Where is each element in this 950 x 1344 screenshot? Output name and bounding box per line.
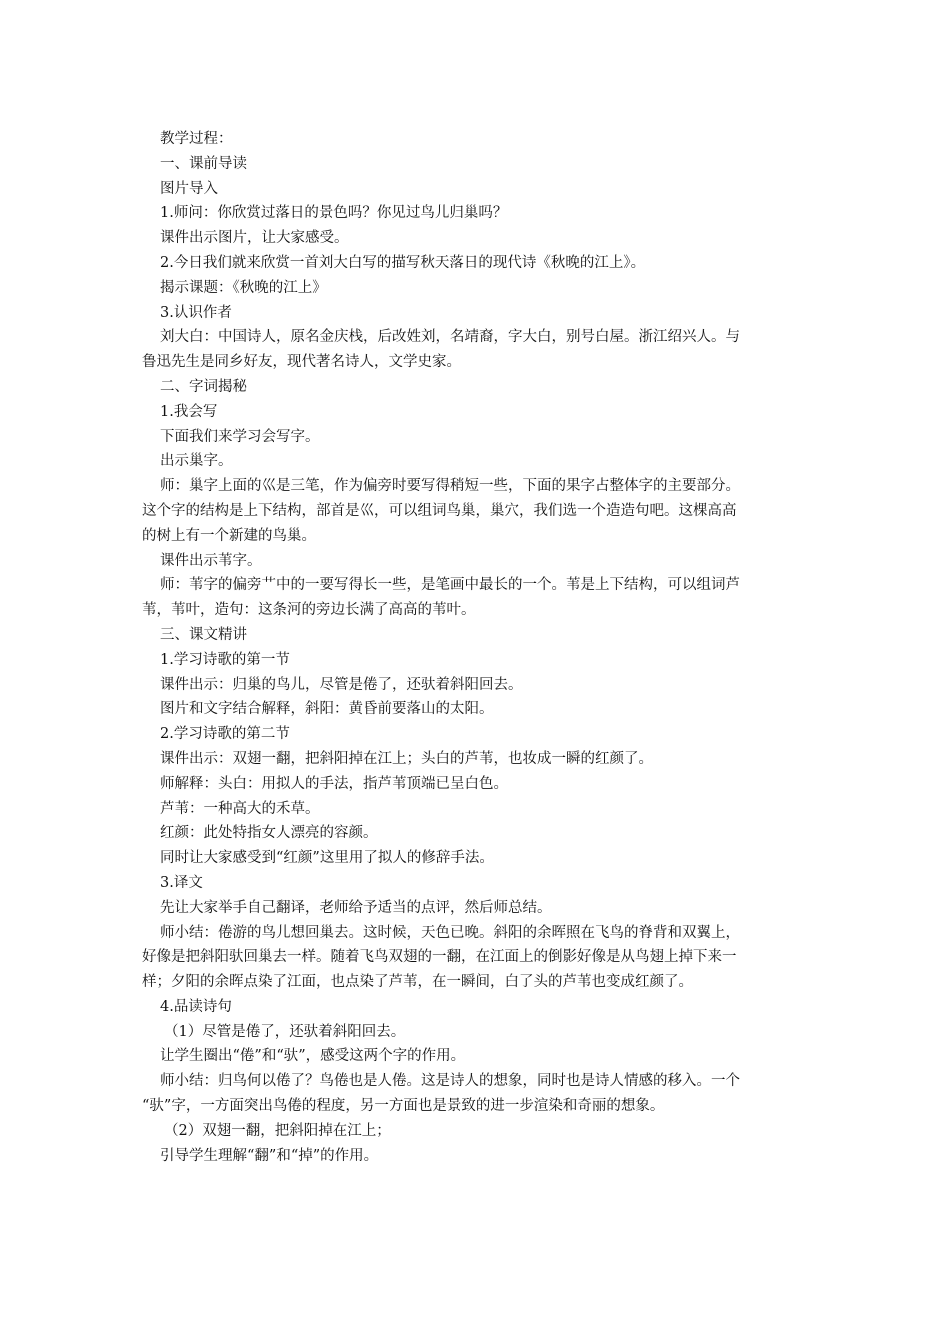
- text-line: 芦苇：一种高大的禾草。: [160, 800, 320, 817]
- text-line: 2.学习诗歌的第二节: [160, 726, 290, 743]
- text-line: 让学生圈出“倦”和“驮”，感受这两个字的作用。: [160, 1048, 466, 1065]
- text-line: （1）尽管是倦了，还驮着斜阳回去。: [164, 1023, 406, 1040]
- text-line: （2）双翅一翻，把斜阳掉在江上；: [164, 1122, 391, 1139]
- text-line: 师：巢字上面的巛是三笔，作为偏旁时要写得稍短一些，下面的果字占整体字的主要部分。: [160, 478, 740, 495]
- text-line: 先让大家举手自己翻译，老师给予适当的点评，然后师总结。: [160, 899, 552, 916]
- text-line: 揭示课题：《秋晚的江上》: [160, 279, 327, 296]
- text-line: 出示巢字。: [160, 453, 233, 470]
- text-line: 课件出示：双翅一翻，把斜阳掉在江上；头白的芦苇，也妆成一瞬的红颜了。: [160, 750, 653, 767]
- text-line: 师解释：头白：用拟人的手法，指芦苇顶端已呈白色。: [160, 775, 508, 792]
- text-line: “驮”字，一方面突出鸟倦的程度，另一方面也是景致的进一步渲染和奇丽的想象。: [142, 1098, 665, 1115]
- text-line: 下面我们来学习会写字。: [160, 428, 320, 445]
- text-line: 图片和文字结合解释，斜阳：黄昏前要落山的太阳。: [160, 701, 494, 718]
- text-line: 课件出示：归巢的鸟儿，尽管是倦了，还驮着斜阳回去。: [160, 676, 523, 693]
- text-line: 2.今日我们就来欣赏一首刘大白写的描写秋天落日的现代诗《秋晚的江上》。: [160, 254, 646, 271]
- text-line: 3.译文: [160, 874, 203, 891]
- text-line: 的树上有一个新建的鸟巢。: [142, 527, 316, 544]
- text-line: 图片导入: [160, 180, 218, 197]
- text-line: 这个字的结构是上下结构，部首是巛，可以组词鸟巢，巢穴，我们选一个造造句吧。这棵高高: [142, 502, 737, 519]
- text-line: 二、字词揭秘: [160, 378, 247, 395]
- text-line: 1.我会写: [160, 403, 218, 420]
- text-line: 1.学习诗歌的第一节: [160, 651, 290, 668]
- text-line: 三、课文精讲: [160, 626, 247, 643]
- text-line: 一、课前导读: [160, 155, 247, 172]
- text-line: 课件出示苇字。: [160, 552, 262, 569]
- text-line: 苇，苇叶，造句：这条河的旁边长满了高高的苇叶。: [142, 602, 476, 619]
- text-line: 4.品读诗句: [160, 998, 232, 1015]
- text-line: 样；夕阳的余晖点染了江面，也点染了芦苇，在一瞬间，白了头的芦苇也变成红颜了。: [142, 974, 693, 991]
- text-line: 引导学生理解“翻”和“掉”的作用。: [160, 1147, 379, 1164]
- text-line: 3.认识作者: [160, 304, 232, 321]
- text-line: 鲁迅先生是同乡好友，现代著名诗人，文学史家。: [142, 354, 461, 371]
- text-line: 同时让大家感受到“红颜”这里用了拟人的修辞手法。: [160, 850, 494, 867]
- text-line: 1.师问：你欣赏过落日的景色吗？你见过鸟儿归巢吗？: [160, 205, 508, 222]
- text-line: 师：苇字的偏旁艹中的一要写得长一些，是笔画中最长的一个。苇是上下结构，可以组词芦: [160, 577, 740, 594]
- text-line: 师小结：归鸟何以倦了？鸟倦也是人倦。这是诗人的想象，同时也是诗人情感的移入。一个: [160, 1073, 740, 1090]
- text-line: 红颜：此处特指女人漂亮的容颜。: [160, 825, 378, 842]
- text-line: 刘大白：中国诗人，原名金庆栈，后改姓刘，名靖裔，字大白，别号白屋。浙江绍兴人。与: [160, 329, 740, 346]
- text-line: 师小结：倦游的鸟儿想回巢去。这时候，天色已晚。斜阳的余晖照在飞鸟的脊背和双翼上，: [160, 924, 740, 941]
- text-line: 课件出示图片，让大家感受。: [160, 230, 349, 247]
- text-line: 好像是把斜阳驮回巢去一样。随着飞鸟双翅的一翻，在江面上的倒影好像是从鸟翅上掉下来一: [142, 949, 737, 966]
- text-line: 教学过程：: [160, 131, 233, 147]
- document-page: [142, 127, 802, 1168]
